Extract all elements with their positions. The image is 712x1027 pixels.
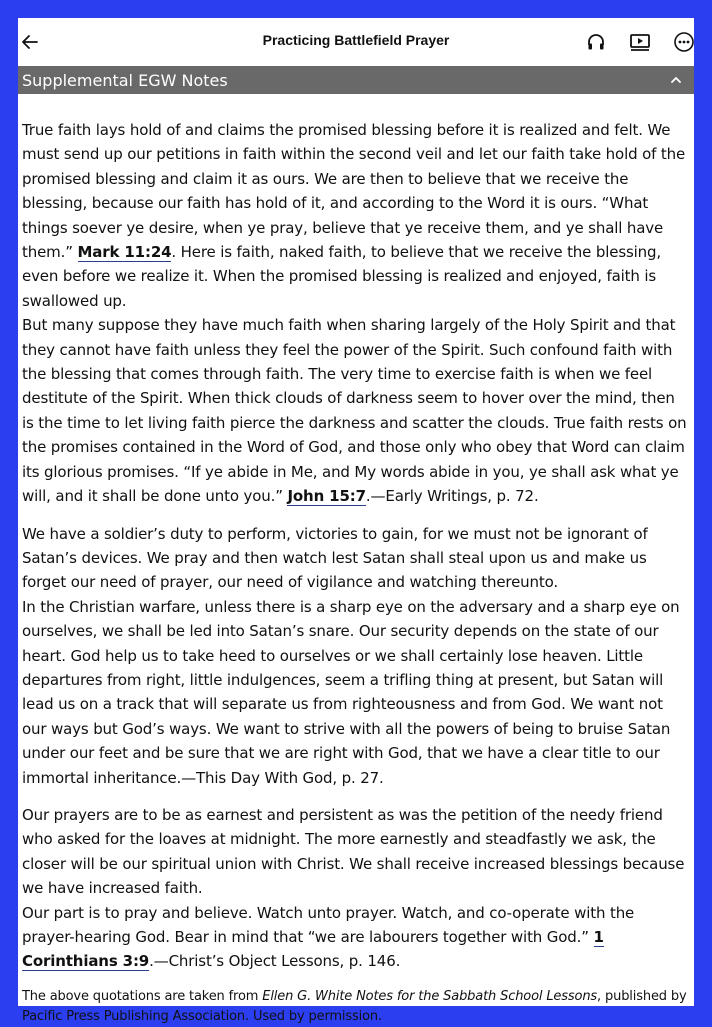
chevron-up-icon[interactable] [668,72,684,88]
text-run: True faith lays hold of and claims the promised blessing before it is realized and felt. We must send up our petitions in faith within the second veil and let our faith take hold of the promised blessing and claim it as ours. We are then to believe that we receive the blessing, because our faith has hold of it, and according to the Word it is ours. “What things soever ye desire, when ye pray, believe that ye receive them, and ye shall have them.” [22,121,686,262]
note-paragraph-2 [22,522,690,790]
scripture-link-john[interactable]: John 15:7 [287,487,366,506]
more-options-icon[interactable] [672,30,696,54]
source-footnote [22,987,690,1027]
back-arrow-icon[interactable] [18,30,42,54]
app-window [18,18,694,1024]
headphones-icon[interactable] [584,30,608,54]
note-paragraph-3 [22,803,690,974]
top-navigation-bar [18,18,694,66]
play-video-icon[interactable] [628,30,652,54]
text-block: We have a soldier’s duty to perform, victories to gain, for we must not be ignorant of Satan’s devices. We pray and then watch lest Satan shall steal upon us and make us forget our need of prayer, our need of vigilance and watching thereunto. [22,524,648,592]
text-run: .—Christ’s Object Lessons, p. 146. [149,952,401,971]
note-paragraph-1 [22,118,690,509]
text-run: But many suppose they have much faith when sharing largely of the Holy Spirit and that they cannot have faith unless they feel the power of the Spirit. Such confound faith with the blessing that comes through faith. The very time to exercise faith is when we feel destitute of the Spirit. When thick clouds of darkness seem to hover over the mind, then is the time to let living faith pierce the darkness and scatter the clouds. True faith rests on the promises contained in the Word of God, and those only who obey that Word can claim its glorious promises. “If ye abide in Me, and My words abide in you, ye shall ask what ye will, and it shall be done unto you.” [22,316,687,506]
text-run: .—Early Writings, p. 72. [365,487,539,506]
text-block [22,118,690,313]
text-block: Our prayers are to be as earnest and persistent as was the petition of the needy friend who asked for the loaves at midnight. The more earnestly and steadfastly we ask, the closer will be our spiritual union with Christ. We shall receive increased blessings because we have increased faith. [22,805,685,898]
section-title: Supplemental EGW Notes [22,70,228,90]
notes-content [22,118,690,1027]
scripture-link-mark[interactable]: Mark 11:24 [77,243,172,262]
page-title: Practicing Battlefield Prayer [262,32,450,48]
text-run: , published by Pacific Press Publishing Association. Used by permission. [22,988,687,1024]
book-title: Ellen G. White Notes for the Sabbath School Lessons [262,988,598,1004]
text-block: In the Christian warfare, unless there is a sharp eye on the adversary and a sharp eye on ourselves, we shall be led into Satan’s snare. Our security depends on the state of our heart. God help us to take heed to ourselves or we shall certainly lose heaven. Little departures from right, little indulgences, seem a trifling thing at present, but Satan will lead us on a track that will separate us from righteousness and from God. We want not our ways but God’s ways. We want to strive with all the powers of being to bruise Satan under our feet and be sure that we are right with God, that we have a clear title to our immortal inheritance.—This Day With God, p. 27. [22,597,680,787]
text-run: The above quotations are taken from [22,988,263,1004]
text-block [22,901,690,974]
supplemental-notes-section-header[interactable] [18,66,694,94]
text-run: Our part is to pray and believe. Watch unto prayer. Watch, and co-operate with the prayer-hearing God. Bear in mind that “we are labourers together with God.” [22,903,635,946]
text-block [22,313,690,508]
scripture-link-corinthians[interactable]: 1 Corinthians 3:9 [22,928,604,971]
text-run: . Here is faith, naked faith, to believe that we receive the blessing, even before we realize it. When the promised blessing is realized and enjoyed, faith is swallowed up. [22,243,662,310]
